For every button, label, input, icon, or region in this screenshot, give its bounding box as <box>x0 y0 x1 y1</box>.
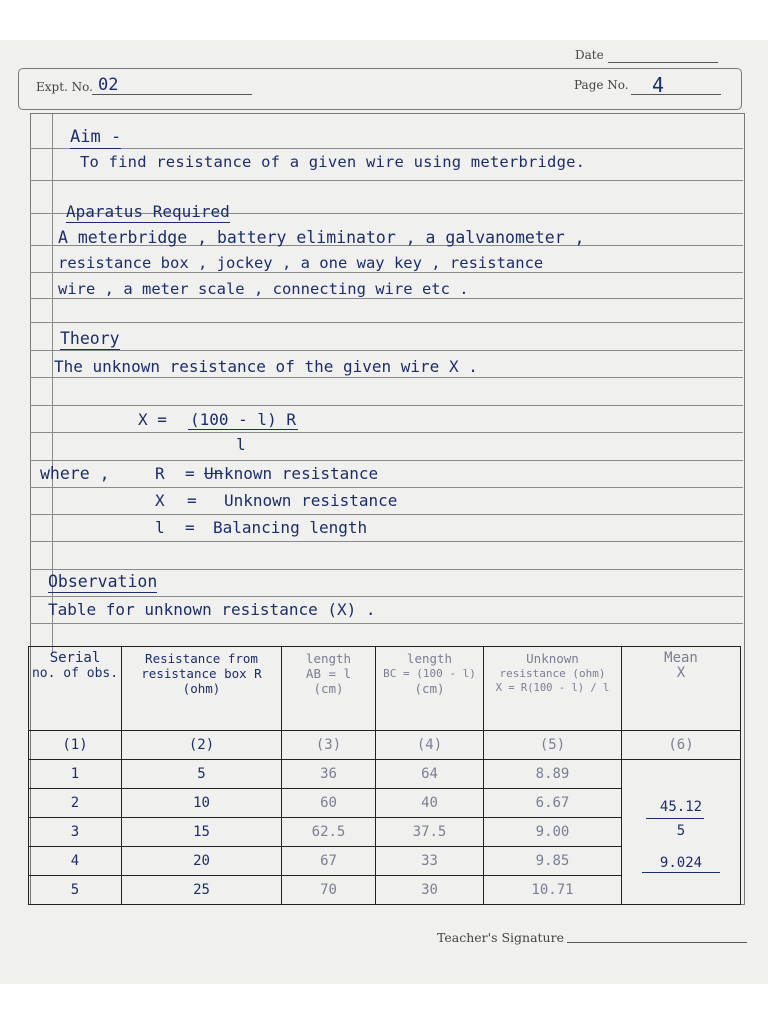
table-cell: 4 <box>29 847 122 876</box>
header-length-bc <box>376 647 484 731</box>
header-length-ab <box>282 647 376 731</box>
observation-heading: Observation <box>48 572 158 591</box>
rule-line <box>30 514 743 515</box>
where-label: where , <box>40 464 110 483</box>
header-text: X = R(100 - l) / l <box>495 682 610 694</box>
date-label: Date <box>575 48 604 62</box>
mean-cell <box>622 760 741 905</box>
def-x-symbol: X <box>155 491 165 510</box>
rule-line <box>30 377 743 378</box>
page-number: 4 <box>652 73 665 97</box>
def-r-struck: Un <box>204 464 224 483</box>
rule-line <box>30 596 743 597</box>
rule-line <box>30 623 743 624</box>
table-cell: 9.85 <box>484 847 622 876</box>
header-mean <box>622 647 741 731</box>
table-cell: 8.89 <box>484 760 622 789</box>
header-unknown-resistance <box>484 647 622 731</box>
rule-line <box>30 148 743 149</box>
header-text: no. of obs. <box>31 666 119 681</box>
table-cell: 5 <box>29 876 122 905</box>
table-cell: 1 <box>29 760 122 789</box>
signature-line <box>567 942 747 943</box>
table-cell: 33 <box>376 847 484 876</box>
table-cell: 64 <box>376 760 484 789</box>
table-cell: 67 <box>282 847 376 876</box>
rule-line <box>30 272 743 273</box>
aim-text: To find resistance of a given wire using meterbridge. <box>80 153 586 171</box>
rule-line <box>30 322 743 323</box>
rule-line <box>30 460 743 461</box>
table-cell: (4) <box>376 731 484 760</box>
table-cell: 6.67 <box>484 789 622 818</box>
header-text: Resistance from <box>145 651 258 666</box>
header-text: (cm) <box>414 681 445 696</box>
table-cell: (5) <box>484 731 622 760</box>
table-cell: 25 <box>122 876 282 905</box>
table-cell: 40 <box>376 789 484 818</box>
rule-line <box>30 541 743 542</box>
table-cell: 10 <box>122 789 282 818</box>
mean-numerator: 45.12 <box>659 799 703 815</box>
expt-number: 02 <box>98 75 119 95</box>
header-text: (cm) <box>313 681 344 696</box>
header-text: AB = l <box>305 666 352 681</box>
table-cell: 3 <box>29 818 122 847</box>
date-line <box>608 62 718 63</box>
table-cell: 10.71 <box>484 876 622 905</box>
header-box <box>18 68 742 110</box>
table-cell: 2 <box>29 789 122 818</box>
header-text: length <box>305 651 352 666</box>
header-text: resistance box R <box>141 666 262 681</box>
table-cell: 70 <box>282 876 376 905</box>
def-l-symbol: l <box>155 518 165 537</box>
def-r-equals: = <box>185 464 195 483</box>
rule-line <box>30 180 743 181</box>
table-cell: 15 <box>122 818 282 847</box>
def-x-desc: Unknown resistance <box>224 491 398 510</box>
header-text: Serial <box>49 650 101 666</box>
mean-result: 9.024 <box>642 854 720 873</box>
page-label: Page No. <box>574 78 629 92</box>
header-text: resistance (ohm) <box>499 667 606 680</box>
header-resistance <box>122 647 282 731</box>
table-cell: 20 <box>122 847 282 876</box>
expt-label: Expt. No. <box>36 80 93 94</box>
apparatus-line-1: A meterbridge , battery eliminator , a galvanometer , <box>58 228 585 247</box>
apparatus-line-2: resistance box , jockey , a one way key , resistance <box>58 254 544 272</box>
rule-line <box>30 298 743 299</box>
def-r-symbol: R <box>155 464 165 483</box>
formula-lhs: X = <box>138 410 167 429</box>
header-text: BC = (100 - l) <box>383 667 476 680</box>
page-line <box>631 94 721 95</box>
table-cell: (2) <box>122 731 282 760</box>
header-serial <box>29 647 122 731</box>
table-cell: (1) <box>29 731 122 760</box>
table-cell: 5 <box>122 760 282 789</box>
table-cell: 60 <box>282 789 376 818</box>
table-column-number-row <box>29 731 741 760</box>
header-text: Mean <box>664 650 698 666</box>
table-cell: (6) <box>622 731 741 760</box>
rule-line <box>30 350 743 351</box>
mean-fraction-bar <box>646 818 704 819</box>
apparatus-line-3: wire , a meter scale , connecting wire etc . <box>58 280 469 298</box>
formula-denominator: l <box>236 435 246 454</box>
table-cell: 62.5 <box>282 818 376 847</box>
table-cell: 36 <box>282 760 376 789</box>
table-cell: 9.00 <box>484 818 622 847</box>
theory-text: The unknown resistance of the given wire X . <box>54 357 478 376</box>
def-x-equals: = <box>187 491 197 510</box>
observation-table <box>28 646 741 905</box>
table-header-row <box>29 647 741 731</box>
theory-heading: Theory <box>60 329 120 348</box>
def-r-desc: known resistance <box>224 464 379 483</box>
table-row <box>29 760 741 789</box>
rule-line <box>30 405 743 406</box>
header-text: X <box>676 665 686 681</box>
def-l-desc: Balancing length <box>213 518 368 537</box>
rule-line <box>30 487 743 488</box>
teacher-signature-label: Teacher's Signature <box>437 930 564 945</box>
header-text: length <box>406 651 453 666</box>
table-cell: (3) <box>282 731 376 760</box>
aim-heading: Aim - <box>70 127 122 147</box>
def-l-equals: = <box>185 518 195 537</box>
rule-line <box>30 432 743 433</box>
table-cell: 30 <box>376 876 484 905</box>
table-cell: 37.5 <box>376 818 484 847</box>
rule-line <box>30 569 743 570</box>
mean-denominator: 5 <box>676 823 686 839</box>
formula-numerator: (100 - l) R <box>190 410 296 429</box>
header-text: Unknown <box>526 651 579 666</box>
apparatus-heading: Aparatus Required <box>66 202 230 221</box>
observation-text: Table for unknown resistance (X) . <box>48 600 376 619</box>
header-text: (ohm) <box>182 681 221 696</box>
